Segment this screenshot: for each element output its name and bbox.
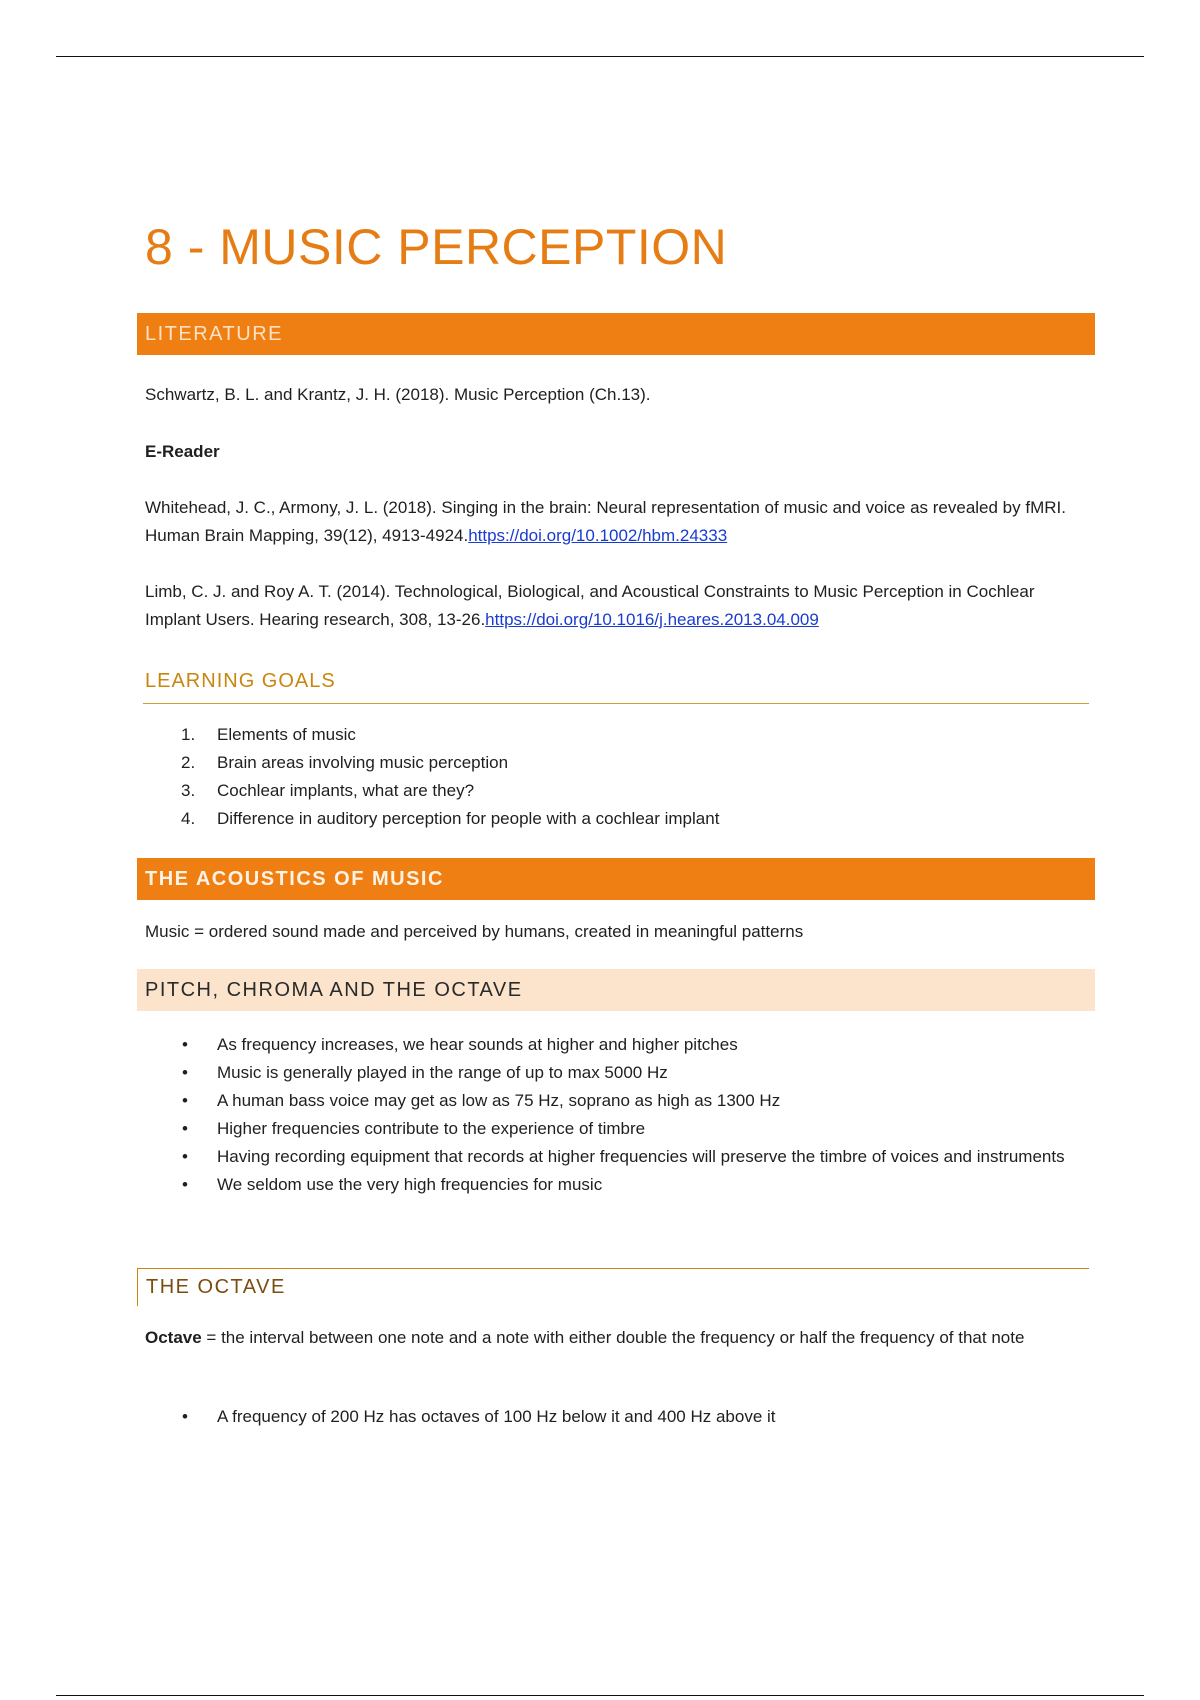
reference-whitehead xyxy=(145,494,1090,550)
list-item xyxy=(145,805,719,833)
literature-heading-bar xyxy=(137,313,1095,355)
reference-whitehead-text: Whitehead, J. C., Armony, J. L. (2018). Singing in the brain: Neural representation of music and voice as revealed by fMRI. Human Brain Mapping, 39(12), 4913-4924. xyxy=(145,498,1066,545)
reference-whitehead-link[interactable]: https://doi.org/10.1002/hbm.24333 xyxy=(468,526,728,545)
list-item: • As frequency increases, we hear sounds at higher and higher pitches xyxy=(145,1031,1090,1059)
list-item: • A human bass voice may get as low as 75 Hz, soprano as high as 1300 Hz xyxy=(145,1087,1090,1115)
list-item: • Music is generally played in the range of up to max 5000 Hz xyxy=(145,1059,1090,1087)
list-item-number: 3. xyxy=(181,781,196,800)
list-item-number: 1. xyxy=(181,725,196,744)
acoustics-heading-bar xyxy=(137,858,1095,900)
list-item-text: Difference in auditory perception for people with a cochlear implant xyxy=(217,809,720,828)
header-rule xyxy=(56,56,1144,57)
list-item-number: 4. xyxy=(181,809,196,828)
reference-limb xyxy=(145,578,1090,634)
reference-limb-text: Limb, C. J. and Roy A. T. (2014). Technological, Biological, and Acoustical Constraints to Music Perception in Cochlear Implant Users. Hearing research, 308, 13-26. xyxy=(145,582,1035,629)
learning-goals-list xyxy=(145,721,719,833)
music-definition: Music = ordered sound made and perceived by humans, created in meaningful patterns xyxy=(145,922,804,941)
octave-heading: THE OCTAVE xyxy=(146,1276,286,1298)
acoustics-heading: THE ACOUSTICS OF MUSIC xyxy=(145,867,444,890)
octave-bullet-list xyxy=(145,1403,1090,1431)
footer-rule xyxy=(56,1695,1144,1696)
list-item xyxy=(145,721,719,749)
octave-definition xyxy=(145,1324,1090,1352)
reference-limb-link[interactable]: https://doi.org/10.1016/j.heares.2013.04.009 xyxy=(485,610,819,629)
octave-definition-text: = the interval between one note and a note with either double the frequency or half the frequency of that note xyxy=(201,1328,1025,1347)
learning-goals-underline xyxy=(143,703,1089,704)
list-item: • We seldom use the very high frequencies for music xyxy=(145,1171,1090,1199)
reference-schwartz: Schwartz, B. L. and Krantz, J. H. (2018). Music Perception (Ch.13). xyxy=(145,385,651,404)
list-item xyxy=(145,777,719,805)
list-item-number: 2. xyxy=(181,753,196,772)
list-item: • Having recording equipment that records at higher frequencies will preserve the timbre of voices and instruments xyxy=(145,1143,1090,1171)
octave-heading-box xyxy=(137,1268,1089,1306)
list-item-text: Cochlear implants, what are they? xyxy=(217,781,475,800)
pitch-heading: PITCH, CHROMA AND THE OCTAVE xyxy=(145,978,523,1001)
octave-term: Octave xyxy=(145,1328,202,1347)
list-item-text: Elements of music xyxy=(217,725,356,744)
ereader-label: E-Reader xyxy=(145,442,220,461)
list-item xyxy=(145,749,719,777)
learning-goals-heading: LEARNING GOALS xyxy=(145,670,336,692)
list-item: • Higher frequencies contribute to the experience of timbre xyxy=(145,1115,1090,1143)
list-item-text: Brain areas involving music perception xyxy=(217,753,509,772)
literature-heading: LITERATURE xyxy=(145,322,283,345)
list-item: • A frequency of 200 Hz has octaves of 100 Hz below it and 400 Hz above it xyxy=(145,1403,1090,1431)
pitch-heading-bar xyxy=(137,969,1095,1011)
pitch-bullet-list xyxy=(145,1031,1090,1199)
page-title: 8 - MUSIC PERCEPTION xyxy=(145,219,728,275)
